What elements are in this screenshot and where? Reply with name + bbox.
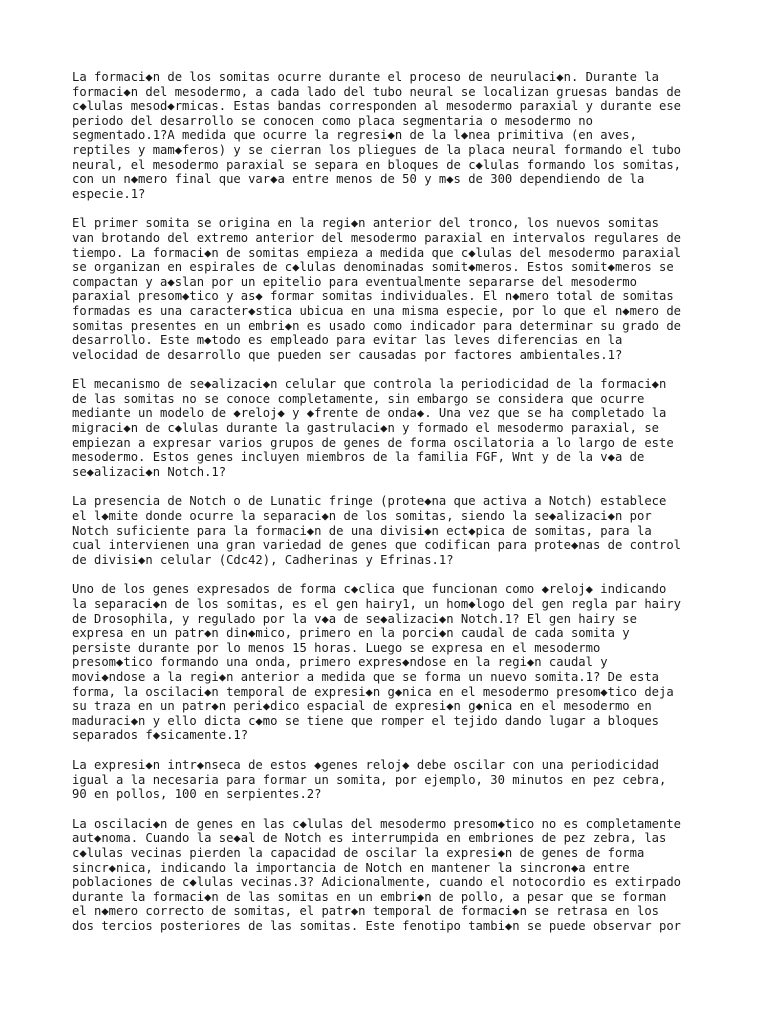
document-page [72, 70, 712, 948]
paragraph-4: La presencia de Notch o de Lunatic fringe (prote◆na que activa a Notch) establece el l◆mite donde ocurre la separaci◆n de los somitas, siendo la se◆alizaci◆n por Notch suficiente para la formaci◆n de una divisi◆n ect◆pica de somitas, para la cual intervienen una gran variedad de genes que codifican para prote◆nas de control de divisi◆n celular (Cdc42), Cadherinas y Efrinas.1? [72, 494, 682, 567]
paragraph-7: La oscilaci◆n de genes en las c◆lulas del mesodermo presom◆tico no es completamente aut◆noma. Cuando la se◆al de Notch es interrumpida en embriones de pez zebra, las c◆lulas vecinas pierden la capacidad de oscilar la expresi◆n de genes de forma sincr◆nica, indicando la importancia de Notch en mantener la sincron◆a entre poblaciones de c◆lulas vecinas.3? Adicionalmente, cuando el notocordio es extirpado durante la formaci◆n de las somitas en un embri◆n de pollo, a pesar que se forman el n◆mero correcto de somitas, el patr◆n temporal de formaci◆n se retrasa en los dos tercios posteriores de las somitas. Este fenotipo tambi◆n se puede observar por [72, 816, 682, 933]
paragraph-6: La expresi◆n intr◆nseca de estos ◆genes reloj◆ debe oscilar con una periodicidad igual a la necesaria para formar un somita, por ejemplo, 30 minutos en pez cebra, 90 en pollos, 100 en serpientes.2? [72, 757, 667, 802]
paragraph-3: El mecanismo de se◆alizaci◆n celular que controla la periodicidad de la formaci◆n de las somitas no se conoce completamente, sin embargo se considera que ocurre mediante un modelo de ◆reloj◆ y ◆frente de onda◆. Una vez que se ha completado la migraci◆n de c◆lulas durante la gastrulaci◆n y formado el mesodermo paraxial, se empiezan a expresar varios grupos de genes de forma oscilatoria a lo largo de este mesodermo. Estos genes incluyen miembros de la familia FGF, Wnt y de la v◆a de se◆alizaci◆n Notch.1? [72, 377, 674, 479]
paragraph-5: Uno de los genes expresados de forma c◆clica que funcionan como ◆reloj◆ indicando la separaci◆n de los somitas, es el gen hairy1, un hom◆logo del gen regla par hairy de Drosophila, y regulado por la v◆a de se◆alizaci◆n Notch.1? El gen hairy se expresa en un patr◆n din◆mico, primero en la porci◆n caudal de cada somita y persiste durante por lo menos 15 horas. Luego se expresa en el mesodermo presom◆tico formando una onda, primero expres◆ndose en la regi◆n caudal y movi◆ndose a la regi◆n anterior a medida que se forma un nuevo somita.1? De esta forma, la oscilaci◆n temporal de expresi◆n g◆nica en el mesodermo presom◆tico deja su traza en un patr◆n peri◆dico espacial de expresi◆n g◆nica en el mesodermo en maduraci◆n y ello dicta c◆mo se tiene que romper el tejido dando lugar a bloques separados f◆sicamente.1? [72, 582, 682, 743]
paragraph-1: La formaci◆n de los somitas ocurre durante el proceso de neurulaci◆n. Durante la formaci◆n del mesodermo, a cada lado del tubo neural se localizan gruesas bandas de c◆lulas mesod◆rmicas. Estas bandas corresponden al mesodermo paraxial y durante ese periodo del desarrollo se conocen como placa segmentaria o mesodermo no segmentado.1?A medida que ocurre la regresi◆n de la l◆nea primitiva (en aves, reptiles y mam◆feros) y se cierran los pliegues de la placa neural formando el tubo neural, el mesodermo paraxial se separa en bloques de c◆lulas formando los somitas, con un n◆mero final que var◆a entre menos de 50 y m◆s de 300 dependiendo de la especie.1? [72, 70, 682, 201]
paragraph-2: El primer somita se origina en la regi◆n anterior del tronco, los nuevos somitas van brotando del extremo anterior del mesodermo paraxial en intervalos regulares de tiempo. La formaci◆n de somitas empieza a medida que c◆lulas del mesodermo paraxial se organizan en espirales de c◆lulas denominadas somit◆meros. Estos somit◆meros se compactan y a◆slan por un epitelio para eventualmente separarse del mesodermo paraxial presom◆tico y as◆ formar somitas individuales. El n◆mero total de somitas formadas es una caracter◆stica ubicua en una misma especie, por lo que el n◆mero de somitas presentes en un embri◆n es usado como indicador para determinar su grado de desarrollo. Este m◆todo es empleado para evitar las leves diferencias en la velocidad de desarrollo que pueden ser causadas por factores ambientales.1? [72, 216, 682, 362]
